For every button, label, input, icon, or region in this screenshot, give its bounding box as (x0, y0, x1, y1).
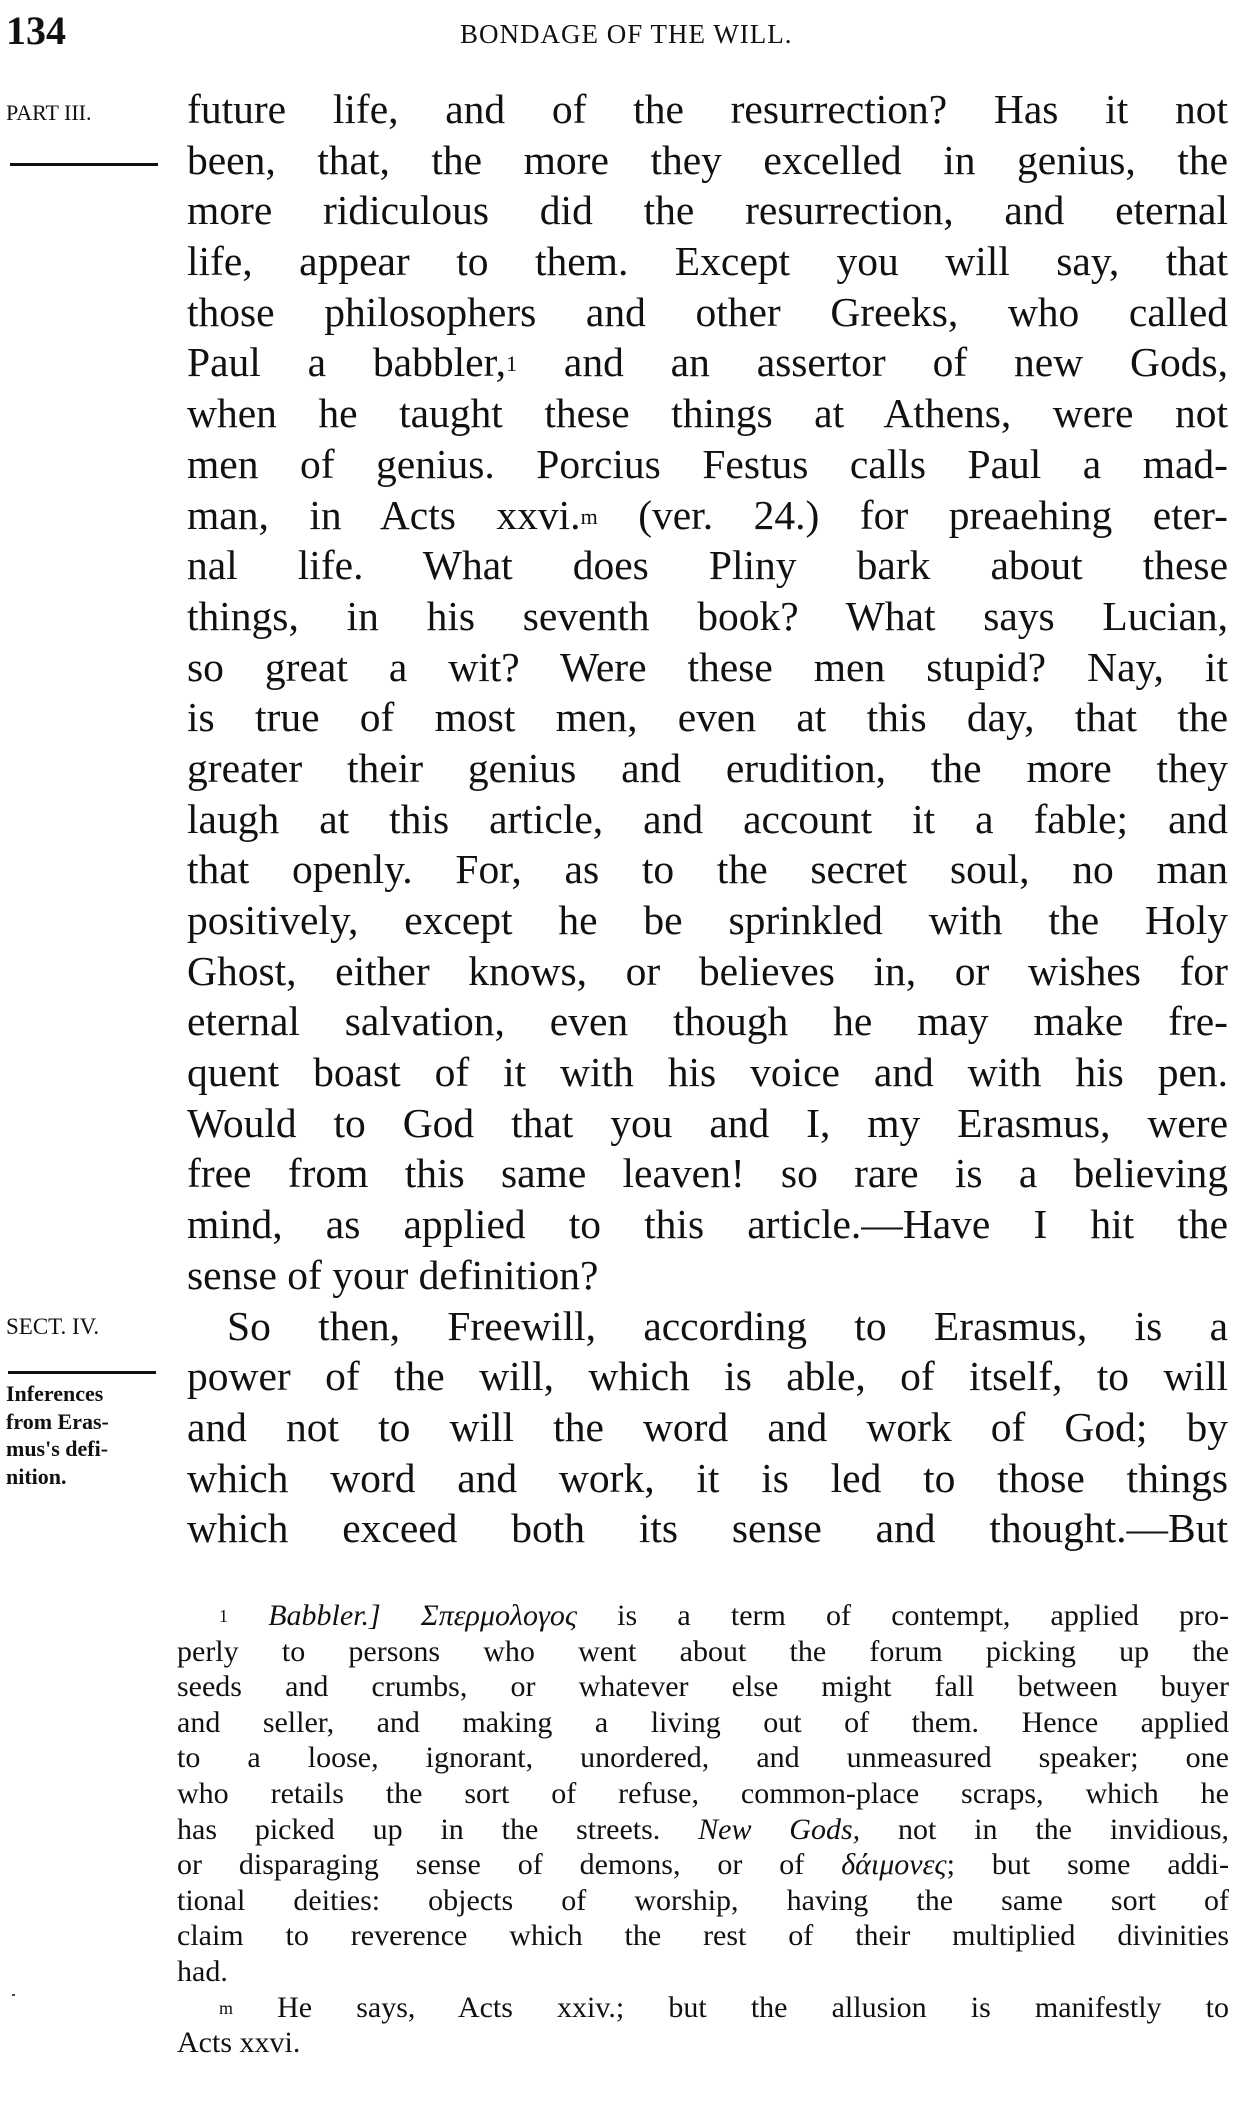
body-line: quent boast of it with his voice and with his pen. (187, 1049, 1228, 1096)
footnote-line: claim to reverence which the rest of their multiplied divinities (177, 1919, 1229, 1953)
body-text (187, 84, 1228, 1554)
footnote-line: Acts xxvi. (177, 2026, 301, 2060)
running-title: BONDAGE OF THE WILL. (460, 19, 793, 49)
footnote-line: seeds and crumbs, or whatever else might fall between buyer (177, 1670, 1229, 1704)
body-line: positively, except he be sprinkled with the Holy (187, 897, 1228, 943)
footnote-line: perly to persons who went about the forum picking up the (177, 1634, 1229, 1668)
body-line: mind, as applied to this article.—Have I hit the (187, 1201, 1228, 1248)
body-line: is true of most men, even at this day, that the (187, 694, 1228, 741)
section4-line: So then, Freewill, according to Erasmus, is a (227, 1302, 1228, 1349)
part-rule (10, 163, 158, 166)
body-line: those philosophers and other Greeks, who called (187, 288, 1228, 335)
side-note-line: from Eras- (6, 1408, 109, 1434)
footnote-marker-m: m (219, 1997, 234, 2018)
footnote-line: has picked up in the streets. New Gods, not in the invidious, (177, 1812, 1229, 1846)
body-line: men of genius. Porcius Festus calls Paul a mad- (187, 440, 1228, 487)
footnote-line: to a loose, ignorant, unordered, and unmeasured speaker; one (177, 1741, 1229, 1775)
body-line: man, in Acts xxvi.$^m$ (ver. 24.) for preaehing eter- (187, 491, 1228, 538)
side-note-line: Inferences (6, 1381, 104, 1406)
footnote-1: $^1$ Babbler.] Σπερμολογος is a term of contempt, applied pro- (219, 1599, 1229, 1632)
side-note-line: mus's defi- (6, 1436, 109, 1461)
body-line: that openly. For, as to the secret soul, no man (187, 846, 1228, 893)
footnote-m: $^m$ He says, Acts xxiv.; but the allusion is manifestly to (219, 1990, 1229, 2024)
body-line: free from this same leaven! so rare is a believing (187, 1150, 1228, 1197)
body-line: future life, and of the resurrection? Has it not (187, 86, 1228, 132)
section4-line: which word and work, it is led to those things (187, 1454, 1228, 1501)
footnote-marker-1: 1 (219, 1606, 228, 1626)
body-line: sense of your definition? (187, 1251, 599, 1298)
body-line: Ghost, either knows, or believes in, or wishes for (187, 947, 1228, 994)
scan-speck (12, 1994, 15, 1996)
body-line: Would to God that you and I, my Erasmus, were (187, 1099, 1228, 1146)
footnote-line: tional deities: objects of worship, having the same sort of (177, 1883, 1229, 1917)
part-label: PART III. (6, 100, 92, 125)
page-number: 134 (6, 8, 66, 53)
body-line: laugh at this article, and account it a fable; and (187, 795, 1228, 842)
section-rule (8, 1371, 156, 1374)
footnote-ref-m[interactable]: m (580, 503, 598, 529)
greek-word: Σπερμολογος (420, 1599, 577, 1632)
body-line: things, in his seventh book? What says Lucian, (187, 592, 1228, 639)
body-line: greater their genius and erudition, the more they (187, 744, 1228, 791)
body-line: Paul a babbler,$^1$ and an assertor of new Gods, (187, 339, 1229, 386)
running-head (0, 6, 1239, 56)
footnote-line: who retails the sort of refuse, common-place scraps, which he (177, 1776, 1229, 1810)
footnote-line: or disparaging sense of demons, or of δάιμονες; but some addi- (177, 1848, 1229, 1882)
section4-line: power of the will, which is able, of itself, to will (187, 1353, 1228, 1400)
greek-word: δάιμονες (841, 1848, 947, 1882)
footnotes (177, 1598, 1229, 2061)
footnote-line: and seller, and making a living out of them. Hence applied (177, 1705, 1229, 1739)
body-line: been, that, the more they excelled in genius, the (187, 136, 1228, 183)
side-note-line: nition. (6, 1463, 67, 1489)
body-line: when he taught these things at Athens, were not (187, 390, 1228, 437)
footnote-line: had. (177, 1954, 228, 1988)
section4-line: and not to will the word and work of God; by (187, 1403, 1228, 1450)
body-line: more ridiculous did the resurrection, and eternal (187, 187, 1228, 234)
footnote-lemma: Babbler.] (268, 1599, 381, 1632)
footnote-ref-1[interactable]: 1 (506, 351, 518, 377)
body-line: so great a wit? Were these men stupid? Nay, it (187, 643, 1228, 690)
side-note (6, 1380, 156, 1490)
body-line: eternal salvation, even though he may make fre- (187, 998, 1228, 1045)
body-line: life, appear to them. Except you will say, that (187, 238, 1228, 285)
section4-line: which exceed both its sense and thought.—But (187, 1505, 1228, 1552)
section-label: SECT. IV. (6, 1314, 100, 1339)
body-line: nal life. What does Pliny bark about these (187, 542, 1228, 589)
